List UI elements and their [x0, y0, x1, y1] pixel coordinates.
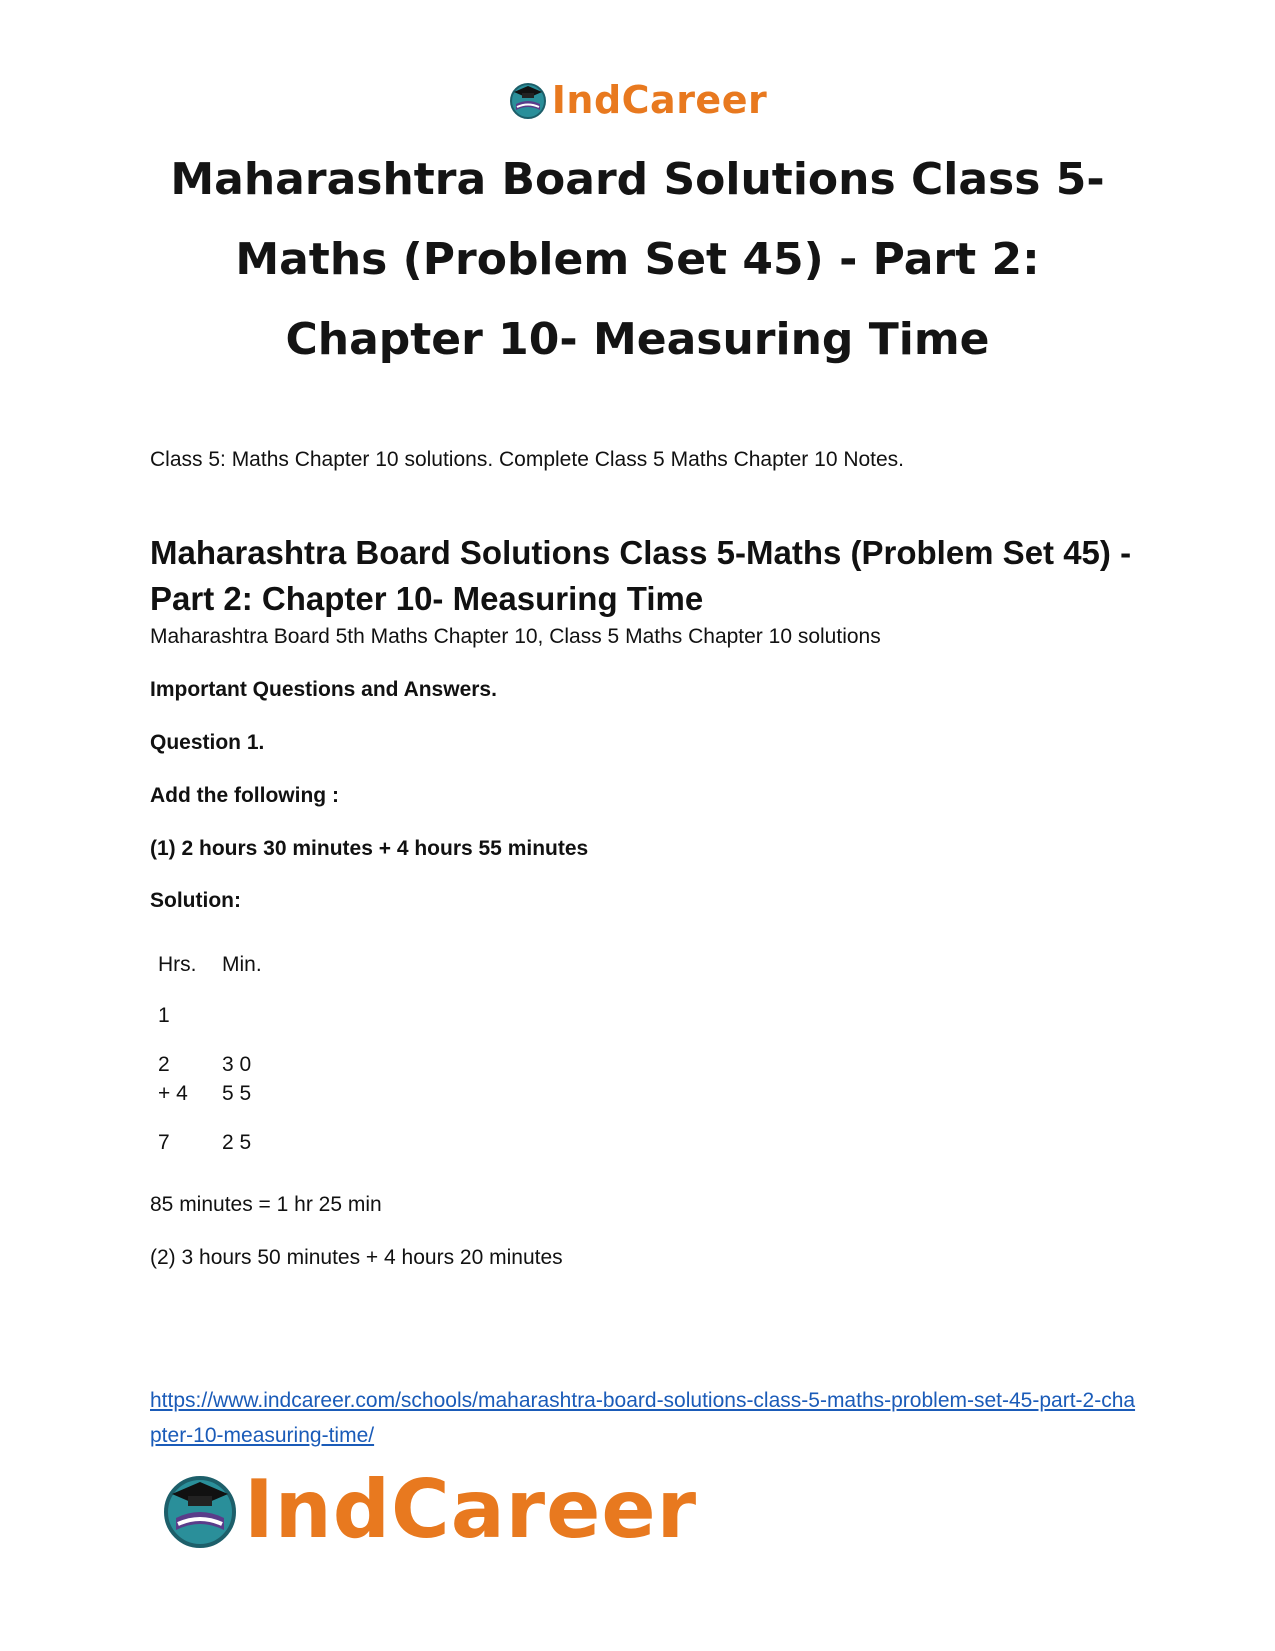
- solution-label: Solution:: [150, 889, 241, 912]
- question-label: Question 1.: [150, 731, 265, 754]
- col-header-min: Min.: [222, 953, 262, 976]
- col-header-hrs: Hrs.: [158, 953, 197, 976]
- header-logo: [0, 80, 1275, 125]
- row-2-hrs: + 4: [158, 1082, 188, 1105]
- row-1-hrs: 2: [158, 1053, 170, 1076]
- important-label: Important Questions and Answers.: [150, 678, 497, 701]
- carry-value: 1: [158, 1004, 170, 1027]
- result-hrs: 7: [158, 1131, 170, 1154]
- problem-1-text: (1) 2 hours 30 minutes + 4 hours 55 minutes: [150, 837, 589, 860]
- row-2-min: 5 5: [222, 1082, 252, 1105]
- problem-2-text: (2) 3 hours 50 minutes + 4 hours 20 minutes: [150, 1246, 563, 1269]
- section-heading: Maharashtra Board Solutions Class 5-Maths (Problem Set 45) - Part 2: Chapter 10- Measuring Time: [150, 534, 1132, 617]
- logo-wordmark: IndCareer: [244, 1463, 698, 1556]
- result-min: 2 5: [222, 1131, 252, 1154]
- source-url-link[interactable]: https://www.indcareer.com/schools/maharashtra-board-solutions-class-5-maths-problem-set-45-part-2-chapter-10-measuring-time/: [150, 1389, 1136, 1447]
- instruction-text: Add the following :: [150, 784, 339, 807]
- globe-graduation-cap-icon: [508, 80, 548, 120]
- logo-wordmark: IndCareer: [551, 78, 768, 122]
- row-1-min: 3 0: [222, 1053, 252, 1076]
- conversion-text: 85 minutes = 1 hr 25 min: [150, 1193, 382, 1216]
- globe-graduation-cap-icon: [160, 1470, 240, 1550]
- page-title: Maharashtra Board Solutions Class 5-Maths (Problem Set 45) - Part 2: Chapter 10- Measuring Time: [170, 154, 1105, 365]
- intro-text: Class 5: Maths Chapter 10 solutions. Complete Class 5 Maths Chapter 10 Notes.: [150, 448, 905, 471]
- subtitle-text: Maharashtra Board 5th Maths Chapter 10, Class 5 Maths Chapter 10 solutions: [150, 625, 881, 648]
- footer-logo: [160, 1465, 697, 1555]
